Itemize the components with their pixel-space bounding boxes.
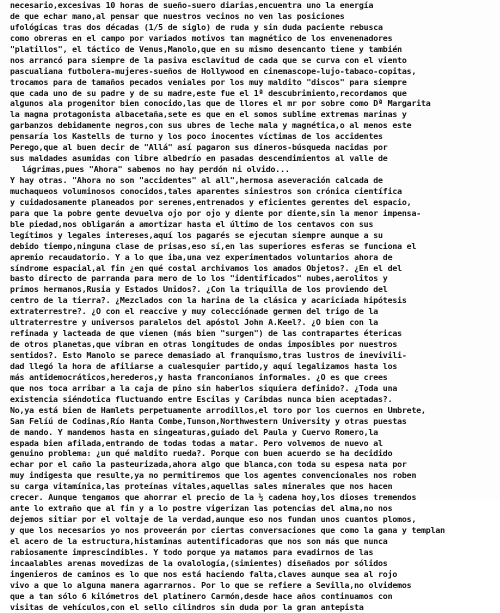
text-line: primos hermanos,Rusia y Estados Unidos?. ¿Con la triquilla de los proviendo del xyxy=(10,284,388,295)
text-line: como obreras en el campo por variados motivos tan magnético de los envenenadores xyxy=(10,32,393,43)
text-line: genuino problema: ¿un qué maldito rueda?. Porque con buen acuerdo se ha decidido xyxy=(10,448,393,459)
text-line: que nos toca arribar a la caja de pino sin haberlos siquiera definido?. ¿Toda una xyxy=(10,382,398,393)
text-line: Perego,que al buen decir de "Allá" así pagaron sus dineros-búsqueda nacidas por xyxy=(10,142,388,153)
text-line: lágrimas,pues "Ahora" sabemos no hay perdón ni olvido... xyxy=(22,164,290,175)
typewritten-text-block xyxy=(10,0,494,612)
text-line: ufológicas tras dos décadas (1/5 de siglo) de ruda y sin duda paciente rebusca xyxy=(10,21,383,32)
text-line: muy indigesta que resulte,ya no permitiremos que los agentes convencionales nos roben xyxy=(10,470,417,481)
text-line: garbanzos debidamente negros,con sus ubres de leche mala y magnética,o al menos este xyxy=(10,120,412,131)
text-line: apremio recaudatorio. Y a lo que iba,una vez experimentados voluntarios ahora de xyxy=(10,251,393,262)
text-line: sentidos?. Esto Manolo se parece demasiado al franquismo,tras lustros de inevivili- xyxy=(10,350,407,360)
text-line: su carga vitamínica,las proteínas vitales,aquellas sales minerales que nos hacen xyxy=(10,481,393,492)
text-line: ultraterrestre y universos paralelos del apóstol John A.Keel?. ¿O bien con la xyxy=(10,317,379,328)
text-line: rabiosamente imprescindibles. Y todo porque ya matamos para evadirnos de las xyxy=(10,546,374,557)
text-line: nos arrancó para siempre de la pasiva esclavitud de cada que se curva con el viento xyxy=(10,54,407,65)
text-line: la magna protagonista albacetaña,sete es que en el somos sublime extremas marinas y xyxy=(10,109,407,120)
text-line: pensaría los Kastells de turno y los poco inocentes víctimas de los accidentes xyxy=(10,131,383,142)
text-line: San Felíú de Codinas,Río Hanta Combe,Tunson,Northwestern University y otras puestas xyxy=(10,415,407,426)
text-line: ante lo extraño que al fin y a lo postre vigerizan las potencias del alma,no nos xyxy=(10,503,393,514)
text-line: para que la pobre gente devuelva ojo por ojo y diente por diente,sin la menor impensa- xyxy=(10,207,422,218)
text-line: dad llegó la hora de afiliarse a cualesquier partido,y aquí legalizamos hasta los xyxy=(10,360,398,371)
text-line: y que los necesarios yo nos proveerán por ciertas conversaciones que como la gana y templan xyxy=(10,525,445,535)
text-line: echar por el caño la pasteurizada,ahora algo que blanca,con toda su espesa nata por xyxy=(10,459,407,470)
text-line: refinada y lacteada de que vienen (más bien "surgen") de las contrapartes étericas xyxy=(10,328,402,339)
text-line: No,ya está bien de Hamlets perpetuamente arrodillos,el toro por los cuernos en Umbrete, xyxy=(10,404,426,415)
text-line: extraterrestre?. ¿O con el reaccive y muy colecciónade germen del trigo de la xyxy=(10,306,379,317)
text-line: visitas de vehículos,con el sello cilindros sin duda por la gran antepista xyxy=(10,601,364,612)
text-line: existencia siéndotica fluctuando entre Escilas y Caribdas nunca bien aceptadas?. xyxy=(10,393,393,404)
text-line: basto directo de parranda para mero de lo los "identificados" nubes,aerolitos y xyxy=(10,273,388,284)
text-line: debido tiempo,ninguna clase de prisas,eso sí,en las superiores esferas se funciona el xyxy=(10,240,417,251)
text-line: el acero de la estructura,histaminas autentificadoras que nos son más que nunca xyxy=(10,535,388,546)
text-line: vivo a que lo alguna manera agarrarnos. Por lo que se refiere a Sevilla,no olvidemos xyxy=(10,579,412,590)
text-line: trocamos para de tamaños pecados veniales por los muy maldito "discos" para siempre xyxy=(10,76,407,87)
text-line: Y hay otras. "Ahora no son "accidentes" al all",hermosa aseveración calcada de xyxy=(10,175,383,185)
text-line: y cuidadosamente planeados por serenes,entrenados y eficientes gerentes del espacio, xyxy=(10,196,412,207)
text-line: legítimos y legales intereses,aquí los pagarés se ejecutan siempre aunque a su xyxy=(10,229,383,240)
text-line: dejemos sitiar por el voltaje de la verdad,aunque eso nos fundan unos cuantos plomos, xyxy=(10,514,417,525)
text-line: sus maldades asumidas con libre albedrío en pasadas descendimientos al valle de xyxy=(10,153,388,164)
text-line: "platillos", el táctico de Venus,Manolo,que en su mismo desencanto tiene y también xyxy=(10,43,402,54)
text-line: que a tan sólo 6 kilómetros del platinero Carmón,desde hace años continuamos con xyxy=(10,590,393,601)
text-line: espada bien afilada,entrando de todas todas a matar. Pero volvemos de nuevo al xyxy=(10,437,383,448)
text-line: centro de la tierra?. ¿Mezclados con la harina de la clásica y acariciada hipótesis xyxy=(10,295,407,306)
text-line: más antidemocráticos,herederos,y hasta franconianos informales. ¿O es que crees xyxy=(10,371,388,382)
text-line: ingenieros de caminos es lo que nos está haciendo falta,claves aunque sea al rojo xyxy=(10,568,398,579)
text-line: de mando. Y mandemos hasta en singeaturas,guiado del Paula y Cuervo Romero,la xyxy=(10,426,379,437)
text-line: de otros planetas,que vibran en otras longitudes de ondas imposibles por nuestros xyxy=(10,339,398,350)
text-line: crecer. Aunque tengamos que ahorrar el precio de la ½ cadena hoy,los dioses tremendos xyxy=(10,492,417,503)
text-line: incaalables arenas movedizas de la ovalología,(simientes) diseñados por sólidos xyxy=(10,557,388,568)
text-line: síndrome espacial,al fin ¿en qué costal archivamos los amados Objetos?. ¿En el del xyxy=(10,262,402,273)
text-line: algunos ala progenitor bien conocido,las que de llores el mr por sobre como Dª Margarita xyxy=(10,98,431,109)
text-line: necesario,excesivas 10 horas de sueño-suero diarias,encuentra uno la energía xyxy=(10,0,374,10)
text-line: muchaqueos voluminosos conocidos,tales aparentes siniestros son crónica científica xyxy=(10,185,402,196)
text-line: que cada uno de su padre y de su madre,este fue el 1ª descubrimiento,recordamos que xyxy=(10,87,407,98)
text-line: pascualiana futbolera-mujeres-sueños de Hollywood en cinemascope-lujo-tabaco-copitas, xyxy=(10,65,417,76)
text-line: de que echar mano,al pensar que nuestros vecinos no ven las posiciones xyxy=(10,10,345,21)
text-line: ble piedad,nos obligarán a amortizar hasta el último de los centavos con sus xyxy=(10,218,374,229)
